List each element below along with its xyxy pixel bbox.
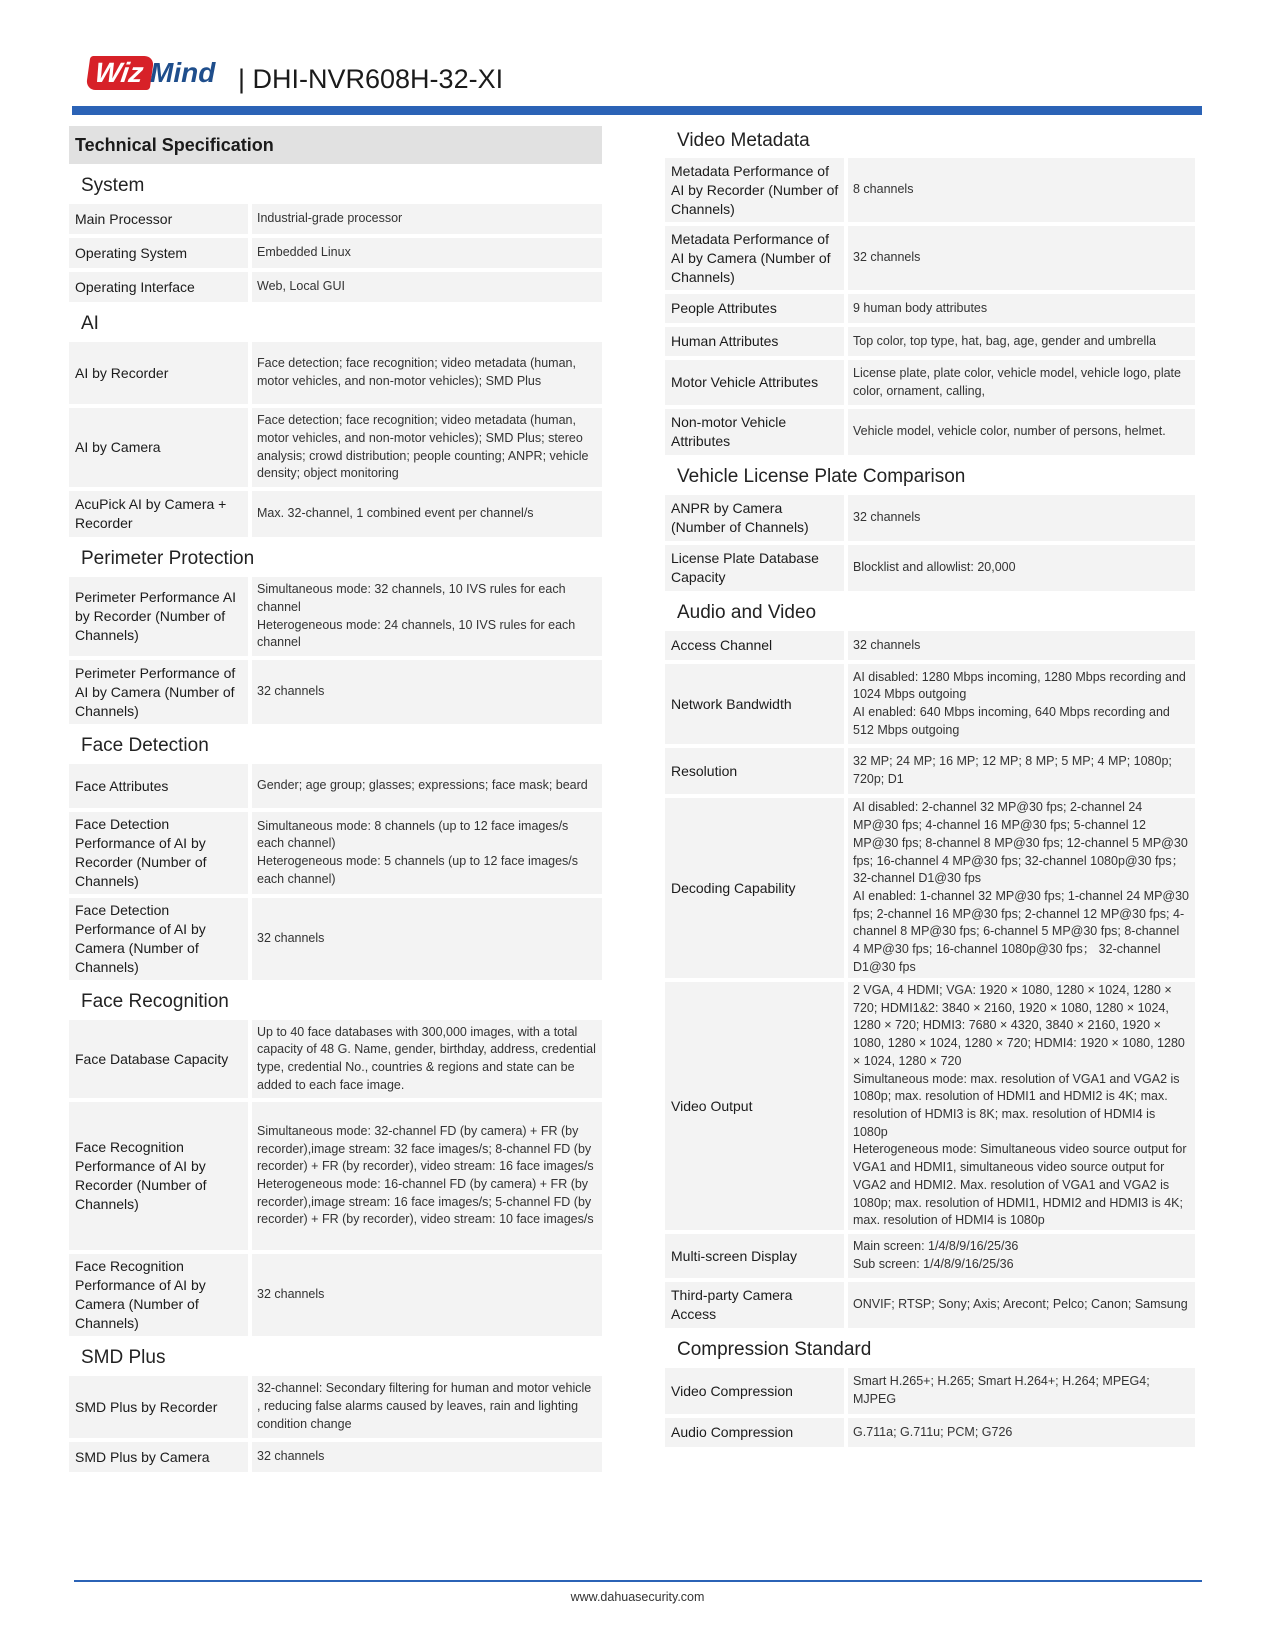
spec-label: License Plate Database Capacity xyxy=(665,545,844,591)
spec-row xyxy=(69,238,602,268)
spec-row xyxy=(69,577,602,656)
section-title-plate: Vehicle License Plate Comparison xyxy=(677,466,966,487)
spec-row xyxy=(69,342,602,404)
section-title-av: Audio and Video xyxy=(677,602,817,623)
spec-value: Main screen: 1/4/8/9/16/25/36 Sub screen: 1/4/8/9/16/25/36 xyxy=(848,1234,1195,1278)
spec-value: ONVIF; RTSP; Sony; Axis; Arecont; Pelco; Canon; Samsung xyxy=(848,1282,1195,1328)
spec-label: Main Processor xyxy=(69,204,248,234)
spec-row xyxy=(665,1282,1195,1328)
logo-mind-text: Mind xyxy=(150,57,216,88)
spec-label: Metadata Performance of AI by Camera (Number of Channels) xyxy=(665,226,844,290)
spec-row xyxy=(665,748,1195,794)
section-title-face-recognition: Face Recognition xyxy=(81,991,229,1012)
logo-wiz-text: Wiz xyxy=(86,56,155,90)
spec-label: Perimeter Performance of AI by Camera (Number of Channels) xyxy=(69,660,248,724)
section-title-perimeter: Perimeter Protection xyxy=(81,548,255,569)
section-title-video-metadata: Video Metadata xyxy=(677,130,810,151)
spec-value: Simultaneous mode: 32-channel FD (by camera) + FR (by recorder),image stream: 32 face images/s; 8-channel FD (by recorder) + FR (by recorder), video stream: 16 face images/s Heterogeneous mode: 16-channel FD (by camera) + FR (by recorder),image stream: 16 face images/s; 5-channel FD (by recorder) + FR (by recorder), video stream: 10 face images/s xyxy=(252,1102,602,1250)
spec-label: Human Attributes xyxy=(665,327,844,356)
spec-label: Network Bandwidth xyxy=(665,664,844,744)
section-title-compression: Compression Standard xyxy=(677,1339,872,1360)
spec-value: AI disabled: 1280 Mbps incoming, 1280 Mbps recording and 1024 Mbps outgoing AI enabled: 640 Mbps incoming, 640 Mbps recording and 512 Mbps outgoing xyxy=(848,664,1195,744)
spec-value: Simultaneous mode: 32 channels, 10 IVS rules for each channel Heterogeneous mode: 24 channels, 10 IVS rules for each channel xyxy=(252,577,602,656)
spec-label: Resolution xyxy=(665,748,844,794)
spec-value: 32 channels xyxy=(252,660,602,724)
spec-label: AI by Camera xyxy=(69,408,248,487)
spec-label: Multi-screen Display xyxy=(665,1234,844,1278)
spec-value: Top color, top type, hat, bag, age, gender and umbrella xyxy=(848,327,1195,356)
spec-row xyxy=(69,898,602,980)
spec-value: Vehicle model, vehicle color, number of persons, helmet. xyxy=(848,409,1195,455)
spec-row xyxy=(665,409,1195,455)
spec-label: Non-motor Vehicle Attributes xyxy=(665,409,844,455)
spec-label: Face Database Capacity xyxy=(69,1020,248,1098)
spec-row xyxy=(665,664,1195,744)
spec-value: Smart H.265+; H.265; Smart H.264+; H.264; MPEG4; MJPEG xyxy=(848,1368,1195,1414)
spec-row xyxy=(69,660,602,724)
spec-value: G.711a; G.711u; PCM; G726 xyxy=(848,1418,1195,1447)
spec-label: AcuPick AI by Camera + Recorder xyxy=(69,491,248,537)
spec-row xyxy=(69,408,602,487)
section-title-smd: SMD Plus xyxy=(81,1347,166,1368)
spec-value: 32 channels xyxy=(252,1254,602,1336)
spec-label: Face Detection Performance of AI by Camera (Number of Channels) xyxy=(69,898,248,980)
spec-label: Video Output xyxy=(665,982,844,1230)
spec-row xyxy=(665,1418,1195,1447)
spec-value: 32 channels xyxy=(848,631,1195,660)
spec-value: 9 human body attributes xyxy=(848,294,1195,323)
section-title-system: System xyxy=(81,175,145,196)
spec-label: Face Attributes xyxy=(69,764,248,808)
spec-row xyxy=(69,764,602,808)
spec-value: Web, Local GUI xyxy=(252,272,602,302)
spec-row xyxy=(665,158,1195,222)
spec-label: Audio Compression xyxy=(665,1418,844,1447)
spec-row xyxy=(665,226,1195,290)
spec-table-system xyxy=(69,204,602,302)
spec-label: ANPR by Camera (Number of Channels) xyxy=(665,495,844,541)
right-column xyxy=(665,126,1195,1451)
spec-value: Industrial-grade processor xyxy=(252,204,602,234)
spec-value: License plate, plate color, vehicle model, vehicle logo, plate color, ornament, calling, xyxy=(848,360,1195,405)
spec-value: Gender; age group; glasses; expressions; face mask; beard xyxy=(252,764,602,808)
spec-value: 8 channels xyxy=(848,158,1195,222)
spec-label: Operating System xyxy=(69,238,248,268)
section-title-face-detection: Face Detection xyxy=(81,735,209,756)
spec-row xyxy=(665,982,1195,1230)
spec-value: 2 VGA, 4 HDMI; VGA: 1920 × 1080, 1280 × 1024, 1280 × 720; HDMI1&2: 3840 × 2160, 1920 × 1080, 1280 × 1024, 1280 × 720; HDMI3: 7680 × 4320, 3840 × 2160, 1920 × 1080, 1280 × 1024, 1280 × 720; HDMI4: 1920 × 1080, 1280 × 1024, 1280 × 720 Simultaneous mode: max. resolution of VGA1 and VGA2 is 1080p; max. resolution of HDMI1 and HDMI2 is 4K; max. resolution of HDMI3 is 8K; max. resolution of HDMI4 is 1080p Heterogeneous mode: Simultaneous video source output for VGA1 and HDMI1, simultaneous video source output for VGA2 and HDMI2. Max. resolution of VGA1 and VGA2 is 1080p; max. resolution of HDMI1, HDMI2 and HDMI3 is 4K; max. resolution of HDMI4 is 1080p xyxy=(848,982,1195,1230)
footer-url[interactable]: www.dahuasecurity.com xyxy=(570,1590,705,1604)
spec-label: Face Recognition Performance of AI by Recorder (Number of Channels) xyxy=(69,1102,248,1250)
spec-value: Blocklist and allowlist: 20,000 xyxy=(848,545,1195,591)
spec-label: Decoding Capability xyxy=(665,798,844,978)
spec-row xyxy=(69,1102,602,1250)
spec-row xyxy=(69,204,602,234)
spec-label: AI by Recorder xyxy=(69,342,248,404)
spec-value: Face detection; face recognition; video metadata (human, motor vehicles, and non-motor vehicles); SMD Plus; stereo analysis; crowd distribution; people counting; ANPR; vehicle density; object monitoring xyxy=(252,408,602,487)
spec-row xyxy=(69,1442,602,1472)
page-header xyxy=(88,52,1208,102)
spec-label: Face Detection Performance of AI by Recorder (Number of Channels) xyxy=(69,812,248,894)
spec-label: Perimeter Performance AI by Recorder (Number of Channels) xyxy=(69,577,248,656)
spec-value: Embedded Linux xyxy=(252,238,602,268)
spec-value: 32-channel: Secondary filtering for human and motor vehicle , reducing false alarms caused by leaves, rain and lighting condition change xyxy=(252,1376,602,1438)
spec-row xyxy=(69,491,602,537)
footer-divider xyxy=(74,1580,1202,1582)
left-column xyxy=(69,126,602,1476)
spec-row xyxy=(665,360,1195,405)
product-model: | DHI-NVR608H-32-XI xyxy=(238,64,504,94)
spec-row xyxy=(69,812,602,894)
spec-row xyxy=(665,545,1195,591)
spec-label: Access Channel xyxy=(665,631,844,660)
spec-row xyxy=(665,1234,1195,1278)
spec-value: 32 channels xyxy=(252,898,602,980)
section-title-ai: AI xyxy=(81,313,99,334)
spec-label: SMD Plus by Camera xyxy=(69,1442,248,1472)
spec-label: Third-party Camera Access xyxy=(665,1282,844,1328)
spec-label: Face Recognition Performance of AI by Camera (Number of Channels) xyxy=(69,1254,248,1336)
spec-value: Simultaneous mode: 8 channels (up to 12 face images/s each channel) Heterogeneous mode: 5 channels (up to 12 face images/s each channel) xyxy=(252,812,602,894)
spec-label: Operating Interface xyxy=(69,272,248,302)
spec-row xyxy=(665,1368,1195,1414)
header-divider xyxy=(72,106,1202,115)
spec-label: Metadata Performance of AI by Recorder (Number of Channels) xyxy=(665,158,844,222)
spec-label: SMD Plus by Recorder xyxy=(69,1376,248,1438)
spec-value: Max. 32-channel, 1 combined event per channel/s xyxy=(252,491,602,537)
spec-row xyxy=(665,327,1195,356)
spec-value: 32 channels xyxy=(252,1442,602,1472)
spec-row xyxy=(69,1020,602,1098)
spec-value: Up to 40 face databases with 300,000 images, with a total capacity of 48 G. Name, gender, birthday, address, credential type, credential No., countries & regions and state can be added to each face image. xyxy=(252,1020,602,1098)
spec-row xyxy=(665,294,1195,323)
spec-value: 32 channels xyxy=(848,495,1195,541)
spec-row xyxy=(69,1376,602,1438)
spec-row xyxy=(69,272,602,302)
spec-row xyxy=(665,631,1195,660)
page-title: Technical Specification xyxy=(69,126,602,164)
spec-label: People Attributes xyxy=(665,294,844,323)
spec-value: AI disabled: 2-channel 32 MP@30 fps; 2-channel 24 MP@30 fps; 4-channel 16 MP@30 fps; 5-channel 12 MP@30 fps; 8-channel 8 MP@30 fps; 12-channel 5 MP@30 fps; 16-channel 4 MP@30 fps; 32-channel 1080p@30 fps； 32-channel D1@30 fps AI enabled: 1-channel 32 MP@30 fps; 1-channel 24 MP@30 fps; 2-channel 16 MP@30 fps; 2-channel 12 MP@30 fps; 4-channel 8 MP@30 fps; 6-channel 5 MP@30 fps; 8-channel 4 MP@30 fps; 16-channel 1080p@30 fps； 32-channel D1@30 fps xyxy=(848,798,1195,978)
spec-row xyxy=(665,798,1195,978)
spec-row xyxy=(69,1254,602,1336)
spec-label: Motor Vehicle Attributes xyxy=(665,360,844,405)
spec-value: 32 channels xyxy=(848,226,1195,290)
spec-value: Face detection; face recognition; video metadata (human, motor vehicles, and non-motor vehicles); SMD Plus xyxy=(252,342,602,404)
spec-row xyxy=(665,495,1195,541)
spec-value: 32 MP; 24 MP; 16 MP; 12 MP; 8 MP; 5 MP; 4 MP; 1080p; 720p; D1 xyxy=(848,748,1195,794)
spec-label: Video Compression xyxy=(665,1368,844,1414)
